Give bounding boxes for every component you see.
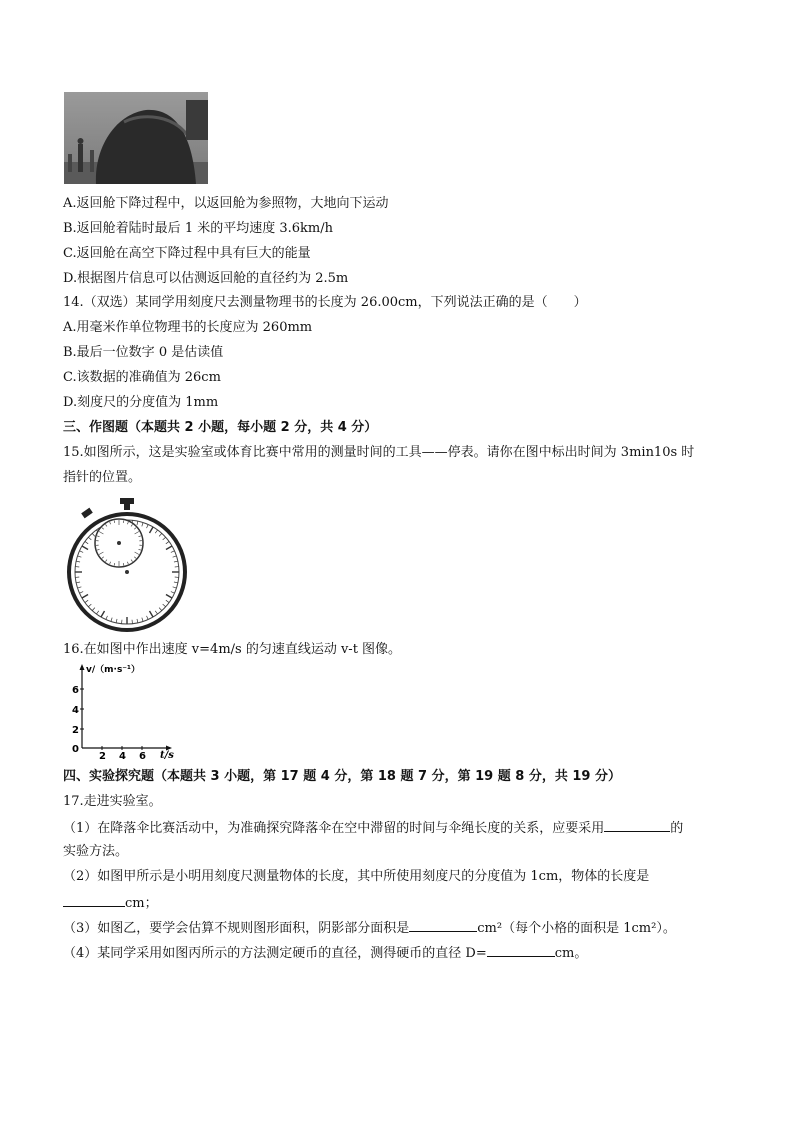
vt-xtick-2: 2	[99, 751, 106, 760]
q14-option-b: B.最后一位数字 0 是估读值	[63, 345, 224, 360]
q17-part3-suffix: cm²（每个小格的面积是 1cm²）。	[477, 921, 676, 936]
vt-xlabel: t/s	[160, 750, 174, 760]
stopwatch-figure[interactable]	[62, 496, 192, 632]
capsule-photo	[64, 92, 208, 184]
q17-stem: 17.走进实验室。	[63, 794, 162, 809]
vt-ytick-2: 2	[72, 725, 79, 736]
vt-graph[interactable]	[60, 660, 180, 760]
q17-part2-line2	[63, 893, 158, 913]
q13-option-c: C.返回舱在高空下降过程中具有巨大的能量	[63, 246, 311, 261]
section-4-title: 四、实验探究题（本题共 3 小题，第 17 题 4 分，第 18 题 7 分，第 19 题 8 分，共 19 分）	[63, 769, 621, 784]
q17-blank-4[interactable]	[487, 943, 555, 957]
q17-part1-line1	[63, 818, 683, 838]
q13-option-d: D.根据图片信息可以估测返回舱的直径约为 2.5m	[63, 271, 349, 286]
q17-blank-1[interactable]	[604, 818, 670, 832]
q17-part1-text: （1）在降落伞比赛活动中，为准确探究降落伞在空中滞留的时间与伞绳长度的关系，应要采用	[63, 821, 605, 836]
q17-part3-text: （3）如图乙，要学会估算不规则图形面积，阴影部分面积是	[63, 921, 410, 936]
q13-option-a: A.返回舱下降过程中，以返回舱为参照物，大地向下运动	[63, 196, 389, 211]
q17-part4	[63, 943, 587, 963]
q14-option-a: A.用毫米作单位物理书的长度应为 260mm	[63, 320, 313, 335]
q14-option-c: C.该数据的准确值为 26cm	[63, 370, 221, 385]
q17-blank-2[interactable]	[63, 893, 125, 907]
vt-ytick-4: 4	[72, 705, 79, 716]
section-3-title: 三、作图题（本题共 2 小题，每小题 2 分，共 4 分）	[63, 420, 378, 435]
q13-option-b: B.返回舱着陆时最后 1 米的平均速度 3.6km/h	[63, 221, 333, 236]
q16-stem: 16.在如图中作出速度 v=4m/s 的匀速直线运动 v-t 图像。	[63, 642, 402, 657]
q15-stem-line2: 指针的位置。	[63, 470, 142, 485]
vt-ytick-6: 6	[72, 685, 79, 696]
vt-ylabel: v/（m·s⁻¹）	[86, 665, 141, 675]
q17-part2-line1: （2）如图甲所示是小明用刻度尺测量物体的长度，其中所使用刻度尺的分度值为 1cm，物体的长度是	[63, 869, 650, 884]
q17-part3	[63, 918, 676, 938]
q17-part2-suffix: cm；	[125, 896, 158, 911]
q17-blank-3[interactable]	[409, 918, 477, 932]
q17-part4-text: （4）某同学采用如图丙所示的方法测定硬币的直径，测得硬币的直径 D=	[63, 946, 487, 961]
vt-origin: 0	[72, 744, 79, 755]
q17-part4-suffix: cm。	[554, 946, 588, 961]
q14-option-d: D.刻度尺的分度值为 1mm	[63, 395, 219, 410]
q15-stem-line1: 15.如图所示，这是实验室或体育比赛中常用的测量时间的工具——停表。请你在图中标出时间为 3min10s 时	[63, 445, 695, 460]
q17-part1-suffix: 的	[670, 821, 684, 836]
q14-stem: 14.（双选）某同学用刻度尺去测量物理书的长度为 26.00cm，下列说法正确的是（ ）	[63, 295, 587, 310]
q17-part1-line2: 实验方法。	[63, 844, 129, 859]
vt-xtick-4: 4	[119, 751, 126, 760]
vt-xtick-6: 6	[139, 751, 146, 760]
